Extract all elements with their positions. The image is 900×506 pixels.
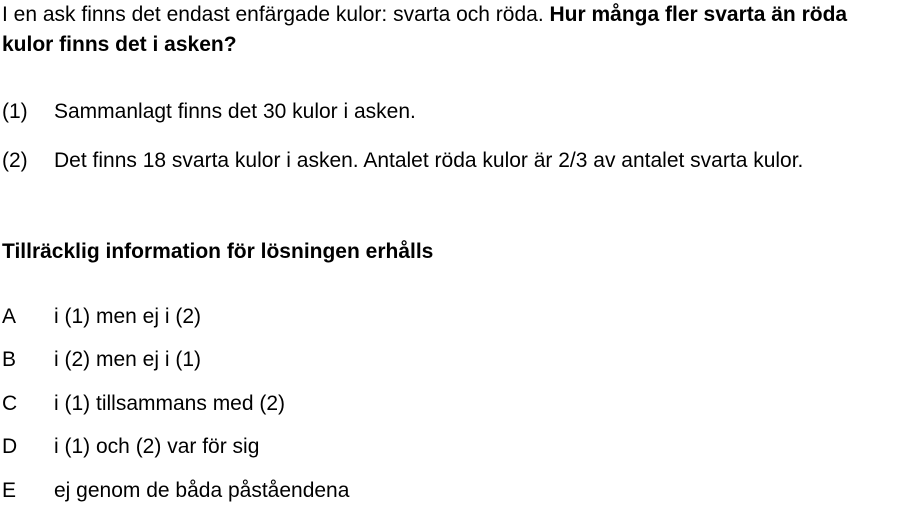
statement-2: [2, 146, 803, 176]
statement-1: [2, 97, 416, 127]
option-d-letter: D: [2, 435, 18, 458]
intro-question: Hur många fler svarta än röda kulor finns det i asken?: [2, 3, 848, 56]
statement-2-text: Det finns 18 svarta kulor i asken. Antalet röda kulor är 2/3 av antalet svarta kulor.: [54, 149, 804, 172]
option-b[interactable]: [2, 345, 201, 375]
option-e[interactable]: [2, 476, 349, 506]
option-b-letter: B: [2, 348, 17, 371]
statement-2-label: (2): [2, 149, 28, 172]
option-d[interactable]: [2, 432, 259, 462]
option-a-letter: A: [2, 305, 17, 328]
option-c[interactable]: [2, 389, 285, 419]
statement-1-label: (1): [2, 100, 28, 123]
statement-1-text: Sammanlagt finns det 30 kulor i asken.: [54, 100, 416, 123]
instruction-heading: Tillräcklig information för lösningen erhålls: [2, 240, 434, 263]
option-a[interactable]: [2, 302, 201, 332]
option-b-text: i (2) men ej i (1): [54, 348, 202, 371]
intro-text: I en ask finns det endast enfärgade kulor: svarta och röda.: [2, 3, 550, 26]
option-d-text: i (1) och (2) var för sig: [54, 435, 260, 458]
option-a-text: i (1) men ej i (2): [54, 305, 202, 328]
question-intro: [2, 0, 894, 60]
option-c-text: i (1) tillsammans med (2): [54, 392, 286, 415]
option-e-text: ej genom de båda påståendena: [54, 479, 350, 502]
option-c-letter: C: [2, 392, 18, 415]
option-e-letter: E: [2, 479, 17, 502]
